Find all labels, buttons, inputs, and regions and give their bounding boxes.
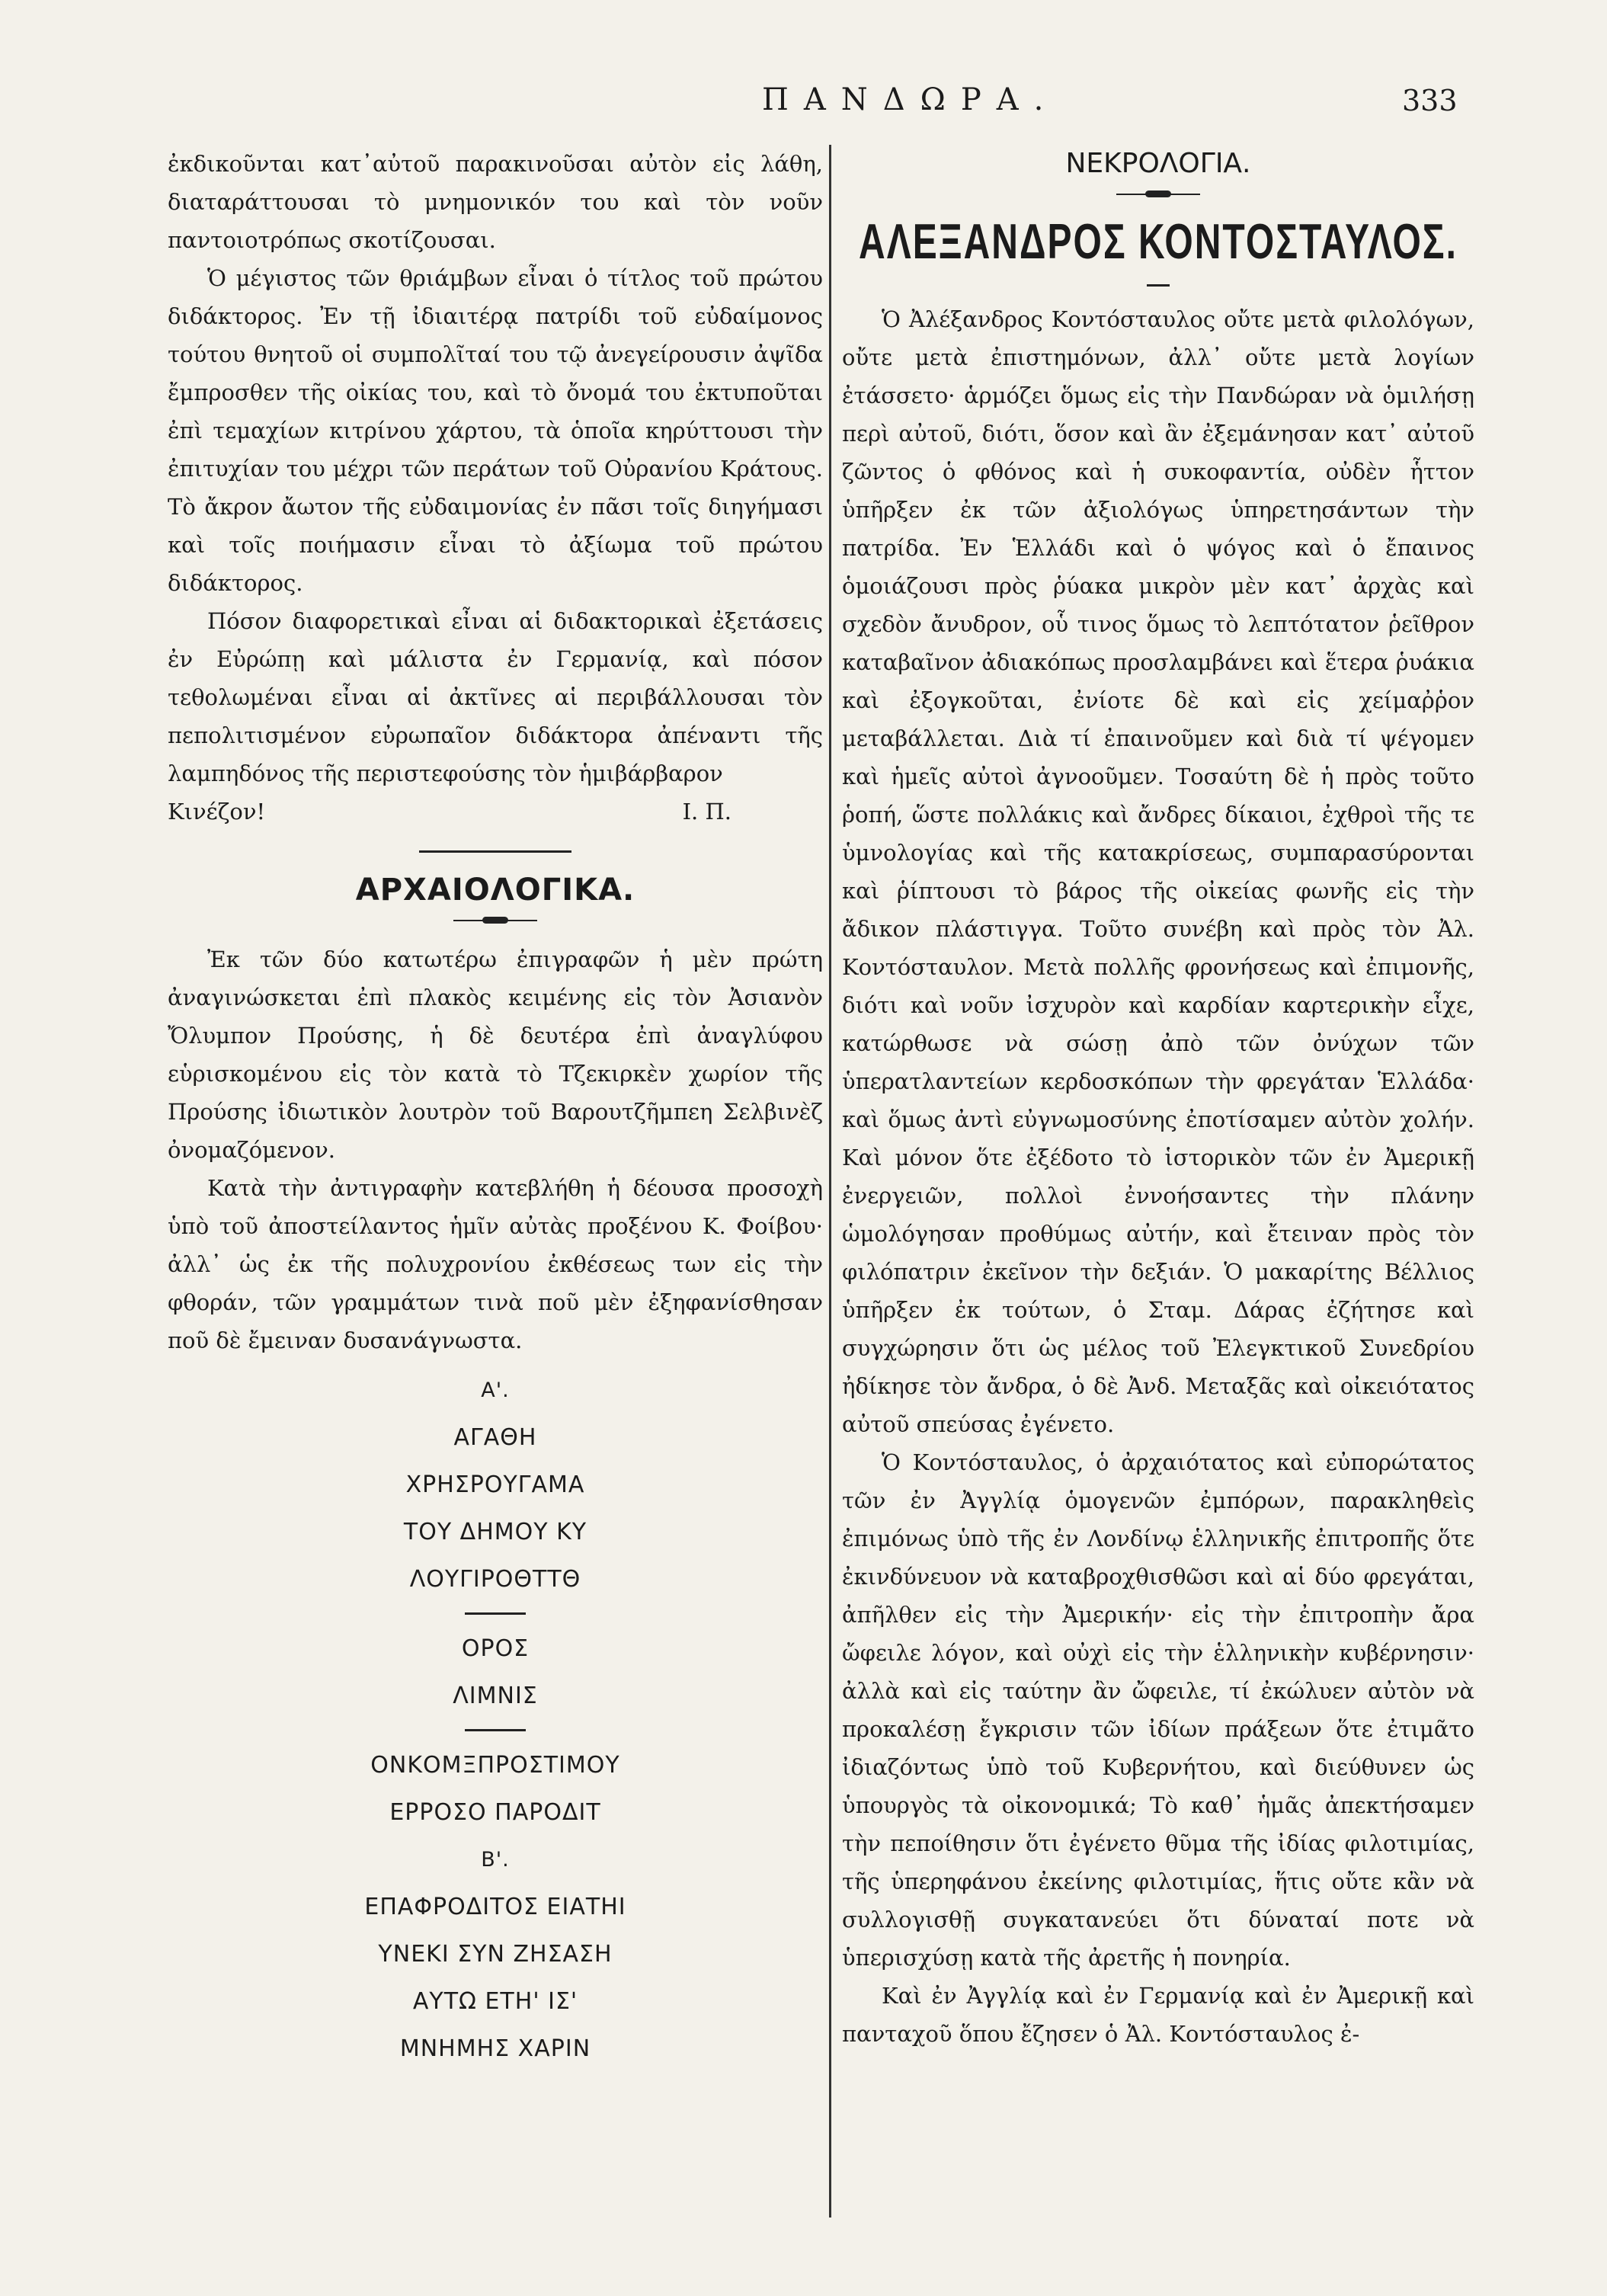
section-divider bbox=[419, 850, 571, 853]
paragraph: ἐκδικοῦνται κατ᾽αὐτοῦ παρακινοῦσαι αὐτὸν εἰς λάθη, διαταράττουσαι τὸ μνημονικόν του καὶ τὸν νοῦν παντοιοτρόπως σκοτίζουσαι. bbox=[168, 151, 823, 253]
inscription-line: ΟΡΟΣ bbox=[461, 1635, 530, 1662]
inscription-line: ΜΝΗΜΗΣ ΧΑΡΙΝ bbox=[399, 2035, 591, 2062]
paragraph: Ὁ μέγιστος τῶν θριάμβων εἶναι ὁ τίτλος τοῦ πρώτου διδάκτορος. Ἐν τῇ ἰδιαιτέρᾳ πατρίδι τοῦ εὐδαίμονος τούτου θνητοῦ οἱ συμπολῖταί του τῷ ἀνεγείρουσιν ἀψῖδα ἔμπροσθεν τῆς οἰκίας του, καὶ τὸ ὄνομά του ἐκτυποῦται ἐπὶ τεμαχίων κιτρίνου χάρτου, τὰ ὁποῖα κηρύττουσι τὴν ἐπιτυχίαν του μέχρι τῶν περάτων τοῦ Οὐρανίου Κράτους. Τὸ ἄκρον ἄωτον τῆς εὐδαιμονίας ἐν πᾶσι τοῖς διηγήμασι καὶ τοῖς ποιήμασιν εἶναι τὸ ἀξίωμα τοῦ πρώτου διδάκτορος. bbox=[168, 265, 823, 596]
signature-line bbox=[168, 793, 823, 831]
inscription-line: ΟΝΚΟΜΞΠΡΟΣΤΙΜΟΥ bbox=[370, 1752, 620, 1779]
ornament bbox=[453, 917, 537, 924]
inscription-line: ΧΡΗΣΡΟΥΓΑΜΑ bbox=[405, 1471, 585, 1498]
paragraph: Πόσον διαφορετικαὶ εἶναι αἱ διδακτορικαὶ ἐξετάσεις ἐν Εὐρώπῃ καὶ μάλιστα ἐν Γερμανίᾳ, καὶ πόσον τεθολωμέναι εἶναι αἱ ἀκτῖνες αἱ περιβάλλουσαι τὸν πεπολιτισμένον εὐρωπαῖον διδάκτορα ἀπέναντι τῆς λαμπηδόνος τῆς περιστεφούσης τὸν ἡμιβάρβαρον bbox=[168, 608, 823, 786]
inscription-line: ΑΓΑΘΗ bbox=[453, 1424, 537, 1451]
inscription-divider bbox=[465, 1729, 526, 1731]
paragraph: Ὁ Ἀλέξανδρος Κοντόσταυλος οὔτε μετὰ φιλολόγων, οὔτε μετὰ ἐπιστημόνων, ἀλλ᾽ οὔτε μετὰ λογίων ἐτάσσετο· ἁρμόζει ὅμως εἰς τὴν Πανδώραν νὰ ὁμιλήσῃ περὶ αὐτοῦ, διότι, ὅσον καὶ ἂν ἐξεμάνησαν κατ᾽ αὐτοῦ ζῶντος ὁ φθόνος καὶ ἡ συκοφαντία, οὐδὲν ἧττον ὑπῆρξεν ἐκ τῶν ἀξιολόγως ὑπηρετησάντων τὴν πατρίδα. Ἐν Ἑλλάδι καὶ ὁ ψόγος καὶ ὁ ἔπαινος ὁμοιάζουσι πρὸς ῥύακα μικρὸν μὲν κατ᾽ ἀρχὰς καὶ σχεδὸν ἄνυδρον, οὗ τινος ὅμως τὸ λεπτότατον ῥεῖθρον καταβαῖνον ἀδιακόπως προσλαμβάνει καὶ ἕτερα ῥυάκια καὶ ἐξογκοῦται, ἐνίοτε δὲ καὶ εἰς χείμαῤῥον μεταβάλλεται. Διὰ τί ἐπαινοῦμεν καὶ διὰ τί ψέγομεν καὶ ἡμεῖς αὐτοὶ ἀγνοοῦμεν. Τοσαύτη δὲ ἡ πρὸς τοῦτο ῥοπή, ὥστε πολλάκις καὶ ἄνδρες δίκαιοι, ἐχθροὶ τῆς τε ὑμνολογίας καὶ τῆς κατακρίσεως, συμπαρασύρονται καὶ ῥίπτουσι τὸ βάρος τῆς οἰκείας φωνῆς εἰς τὴν ἄδικον πλάστιγγα. Τοῦτο συνέβη καὶ πρὸς τὸν Ἀλ. Κοντόσταυλον. Μετὰ πολλῆς φρονήσεως καὶ ἐπιμονῆς, διότι καὶ νοῦν ἰσχυρὸν καὶ καρδίαν καρτερικὴν εἶχε, κατώρθωσε νὰ σώσῃ ἀπὸ τῶν ὀνύχων τῶν ὑπερατλαντείων κερδοσκόπων τὴν φρεγάταν Ἑλλάδα· καὶ ὅμως ἀντὶ εὐγνωμοσύνης ἐποτίσαμεν αὐτὸν χολήν. Καὶ μόνον ὅτε ἐξέδοτο τὸ ἱστορικὸν τῶν ἐν Ἀμερικῇ ἐνεργειῶν, πολλοὶ ἐννοήσαντες τὴν πλάνην ὡμολόγησαν προθύμως αὐτήν, καὶ ἔτειναν πρὸς τὸν φιλόπατριν ἐκεῖνον τὴν δεξιάν. Ὁ μακαρίτης Βέλλιος ὑπῆρξεν ἐκ τούτων, ὁ Σταμ. Δάρας ἐζήτησε καὶ συγχώρησιν ὅτι ὡς μέλος τοῦ Ἐλεγκτικοῦ Συνεδρίου ἠδίκησε τὸν ἄνδρα, ὁ δὲ Ἀνδ. Μεταξᾶς καὶ οἰκειότατος αὐτοῦ σπεύσας ἐγένετο. bbox=[842, 306, 1474, 1437]
inscription-line: ΕΠΑΦΡΟΔΙΤΟΣ ΕΙΑΤΗΙ bbox=[364, 1894, 626, 1920]
paragraph: Ἐκ τῶν δύο κατωτέρω ἐπιγραφῶν ἡ μὲν πρώτη ἀναγινώσκεται ἐπὶ πλακὸς κειμένης εἰς τὸν Ἀσιανὸν Ὄλυμπον Προύσης, ἡ δὲ δευτέρα ἐπὶ ἀναγλύφου εὑρισκομένου εἰς τὸν κατὰ τὸ Τζεκιρκὲν χωρίον τῆς Προύσης ἰδιωτικὸν λουτρὸν τοῦ Βαρουτζῆμπεη Σελβινὲζ ὀνομαζόμενον. bbox=[168, 946, 823, 1163]
paragraph: Καὶ ἐν Ἀγγλίᾳ καὶ ἐν Γερμανίᾳ καὶ ἐν Ἀμερικῇ καὶ πανταχοῦ ὅπου ἔζησεν ὁ Ἀλ. Κοντόσταυλος ἐ- bbox=[842, 1983, 1474, 2047]
page-header bbox=[0, 82, 1607, 128]
journal-title: ΠΑΝΔΩΡΑ. bbox=[762, 82, 1059, 117]
obituary-name-title: ΑΛΕΞΑΝΔΡΟΣ ΚΟΝΤΟΣΤΑΥΛΟΣ. bbox=[859, 215, 1458, 271]
inscription-line: ΛΟΥΓΙΡΟΘΤΤΘ bbox=[409, 1566, 581, 1593]
inscription-line: ΑΥΤΩ ΕΤΗ' ΙΣ' bbox=[412, 1988, 578, 2015]
inscription-label: Α'. bbox=[481, 1379, 510, 1402]
inscription-label: Β'. bbox=[481, 1848, 510, 1872]
last-word: Κινέζον! bbox=[168, 799, 266, 825]
inscription-divider bbox=[465, 1612, 526, 1615]
section-title: ΑΡΧΑΙΟΛΟΓΙΚΑ. bbox=[355, 873, 635, 908]
inscription-line: ΤΟΥ ΔΗΜΟΥ ΚΥ bbox=[403, 1519, 587, 1545]
inscription-line: ΛΙΜΝΙΣ bbox=[453, 1683, 538, 1709]
page-number: 333 bbox=[1402, 84, 1458, 117]
section-title: ΝΕΚΡΟΛΟΓΙΑ. bbox=[1065, 148, 1251, 179]
inscription-line: ΕΡΡΟΣΟ ΠΑΡΟΔΙΤ bbox=[389, 1799, 601, 1826]
title-dash bbox=[1147, 284, 1170, 287]
right-column bbox=[842, 145, 1474, 2053]
ornament bbox=[1116, 191, 1200, 197]
inscription-line: ΥΝΕΚΙ ΣΥΝ ΖΗΣΑΣΗ bbox=[378, 1941, 613, 1968]
paragraph: Ὁ Κοντόσταυλος, ὁ ἀρχαιότατος καὶ εὐπορώτατος τῶν ἐν Ἀγγλίᾳ ὁμογενῶν ἐμπόρων, παρακληθεὶς ἐπιμόνως ὑπὸ τῆς ἐν Λονδίνῳ ἑλληνικῆς ἐπιτροπῆς ὅτε ἐκινδύνευον νὰ καταβροχθισθῶσι καὶ αἱ δύο φρεγάται, ἀπῆλθεν εἰς τὴν Ἀμερικήν· εἰς τὴν ἐπιτροπὴν ἄρα ὤφειλε λόγον, καὶ οὐχὶ εἰς τὴν ἑλληνικὴν κυβέρνησιν· ἀλλὰ καὶ εἰς ταύτην ἂν ὤφειλε, τί ἐκώλυεν αὐτὸν νὰ προκαλέσῃ ἔγκρισιν τῶν ἰδίων πράξεων ὅτε ἐτιμᾶτο ἰδιαζόντως ὑπὸ τοῦ Κυβερνήτου, καὶ διεύθυνεν ὡς ὑπουργὸς τὰ οἰκονομικά; Τὸ καθ᾽ ἡμᾶς ἀπεκτήσαμεν τὴν πεποίθησιν ὅτι ἐγένετο θῦμα τῆς ἰδίας φιλοτιμίας, τῆς ὑπερηφάνου ἐκείνης φιλοτιμίας, ἥτις οὔτε κἂν νὰ συλλογισθῇ συγκατανεύει ὅτι δύναταί ποτε νὰ ὑπερισχύσῃ κατὰ τῆς ἀρετῆς ἡ πονηρία. bbox=[842, 1449, 1474, 1971]
left-column bbox=[168, 145, 823, 2073]
paragraph: Κατὰ τὴν ἀντιγραφὴν κατεβλήθη ἡ δέουσα προσοχὴ ὑπὸ τοῦ ἀποστείλαντος ἡμῖν αὐτὰς προξένου Κ. Φοίβου· ἀλλ᾽ ὡς ἐκ τῆς πολυχρονίου ἐκθέσεως των εἰς τὴν φθοράν, τῶν γραμμάτων τινὰ ποῦ μὲν ἐξηφανίσθησαν ποῦ δὲ ἔμειναν δυσανάγνωστα. bbox=[168, 1175, 823, 1353]
author-signature: Ι. Π. bbox=[682, 799, 731, 825]
column-divider bbox=[829, 145, 831, 2218]
